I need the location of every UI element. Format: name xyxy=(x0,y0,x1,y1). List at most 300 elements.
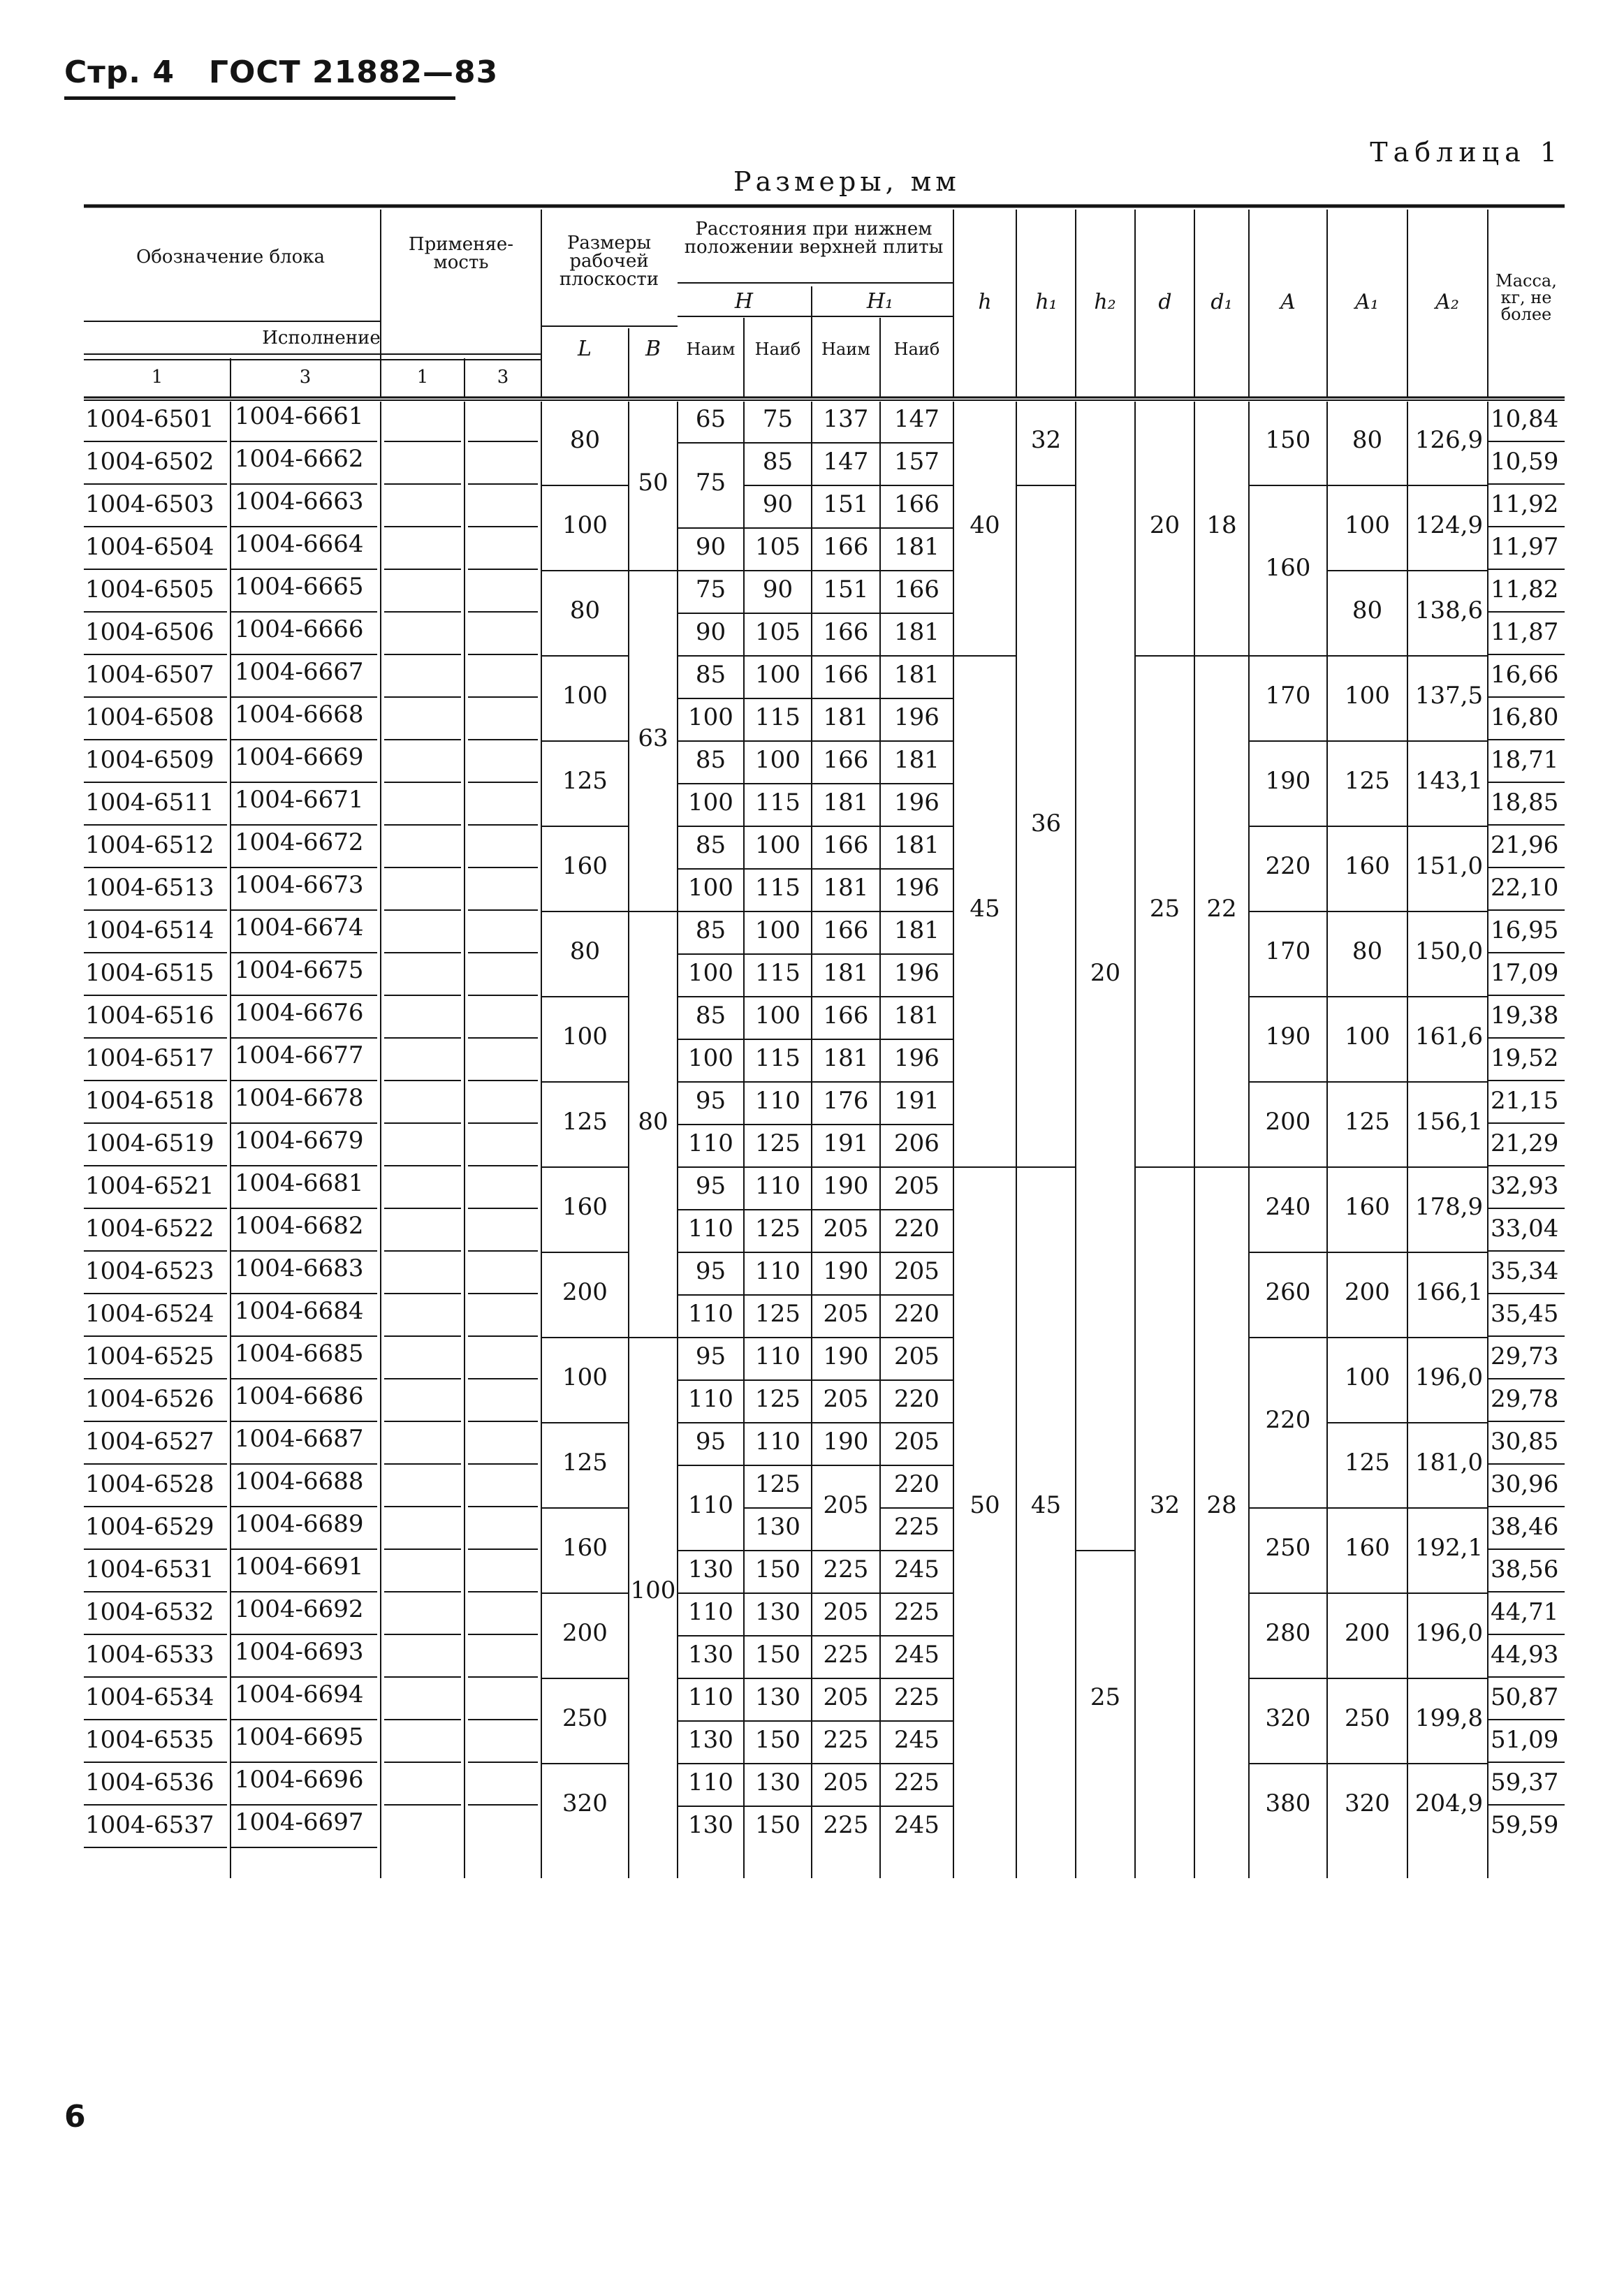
table-cell-mass: 21,15 xyxy=(1491,1086,1559,1115)
table-row-designation-3: 1004-6677 xyxy=(235,1041,364,1069)
table-merged-l: 160 xyxy=(562,1193,608,1221)
table-row-designation-3: 1004-6683 xyxy=(235,1254,364,1282)
table-cell-h1-min: 225 xyxy=(823,1640,869,1669)
table-merged-a: 380 xyxy=(1265,1789,1311,1817)
table-cell-h1-max: 205 xyxy=(894,1427,939,1456)
header-max: Наиб xyxy=(893,339,940,359)
table-row-designation-1: 1004-6523 xyxy=(85,1257,214,1285)
table-merged-b: 50 xyxy=(638,469,668,497)
table-cell-h-max: 115 xyxy=(755,788,800,817)
table-row-designation-1: 1004-6511 xyxy=(85,788,214,817)
table-cell-mass: 33,04 xyxy=(1491,1214,1559,1243)
table-cell-mass: 50,87 xyxy=(1491,1683,1559,1711)
table-cell-h-min: 130 xyxy=(688,1725,733,1754)
table-cell-mass: 44,93 xyxy=(1491,1640,1559,1669)
table-row-designation-1: 1004-6519 xyxy=(85,1129,214,1157)
table-cell-h1-max: 191 xyxy=(894,1086,939,1115)
table-cell-mass: 16,66 xyxy=(1491,660,1559,689)
table-merged-a: 220 xyxy=(1265,852,1311,880)
table-cell-h1-min: 225 xyxy=(823,1555,869,1583)
table-cell-h1-min: 166 xyxy=(823,1001,869,1030)
table-merged-hmin: 110 xyxy=(688,1491,733,1519)
table-cell-h-max: 150 xyxy=(755,1640,800,1669)
table-cell-h-min: 130 xyxy=(688,1810,733,1839)
table-row-designation-1: 1004-6521 xyxy=(85,1171,214,1200)
table-merged-a: 250 xyxy=(1265,1534,1311,1562)
table-cell-mass: 18,71 xyxy=(1491,745,1559,774)
table-cell-h1-min: 181 xyxy=(823,958,869,987)
table-merged-h: 40 xyxy=(970,511,1000,539)
table-cell-h-max: 125 xyxy=(755,1299,800,1328)
table-merged-a2: 156,1 xyxy=(1414,1108,1484,1136)
table-merged-a1: 100 xyxy=(1345,682,1390,710)
table-cell-h-max: 100 xyxy=(755,1001,800,1030)
table-cell-h1-max: 196 xyxy=(894,873,939,902)
table-cell-h1-min: 176 xyxy=(823,1086,869,1115)
header-h: h xyxy=(978,290,992,314)
table-merged-l: 125 xyxy=(562,1108,608,1136)
table-cell-h-min: 95 xyxy=(695,1257,726,1285)
table-cell-h-min: 95 xyxy=(695,1342,726,1370)
table-merged-a2: 204,9 xyxy=(1414,1789,1484,1817)
table-cell-h1-max: 225 xyxy=(894,1597,939,1626)
table-row-designation-1: 1004-6505 xyxy=(85,575,214,603)
table-cell-mass: 10,84 xyxy=(1491,404,1559,433)
table-cell-h-max: 130 xyxy=(755,1512,800,1541)
table-merged-a2: 143,1 xyxy=(1414,767,1484,795)
table-row-designation-3: 1004-6688 xyxy=(235,1467,364,1495)
table-cell-h1-max: 196 xyxy=(894,958,939,987)
header-A: A xyxy=(1280,290,1296,314)
table-cell-h1-max: 205 xyxy=(894,1342,939,1370)
table-merged-l: 125 xyxy=(562,767,608,795)
table-cell-h1-max: 181 xyxy=(894,1001,939,1030)
table-merged-a1: 125 xyxy=(1345,767,1390,795)
table-merged-a1: 80 xyxy=(1352,937,1383,965)
table-cell-h-max: 150 xyxy=(755,1555,800,1583)
table-cell-h1-max: 181 xyxy=(894,617,939,646)
table-row-designation-1: 1004-6527 xyxy=(85,1427,214,1456)
table-cell-h1-max: 225 xyxy=(894,1683,939,1711)
header-applicability: Применяе- мость xyxy=(408,234,514,273)
table-row-designation-1: 1004-6506 xyxy=(85,617,214,646)
table-merged-h2: 25 xyxy=(1090,1683,1121,1711)
table-merged-h1: 45 xyxy=(1030,1491,1062,1519)
table-row-designation-1: 1004-6508 xyxy=(85,703,214,731)
table-row-designation-3: 1004-6696 xyxy=(235,1765,364,1794)
header-mass: Масса, кг, не более xyxy=(1495,271,1557,324)
table-cell-mass: 11,82 xyxy=(1491,575,1559,603)
table-cell-h-max: 130 xyxy=(755,1768,800,1796)
table-cell-mass: 38,56 xyxy=(1491,1555,1559,1583)
table-cell-h1-max: 205 xyxy=(894,1257,939,1285)
table-merged-a1: 160 xyxy=(1345,1534,1390,1562)
table-row-designation-3: 1004-6695 xyxy=(235,1722,364,1751)
table-cell-h1-min: 166 xyxy=(823,830,869,859)
table-cell-h-min: 100 xyxy=(688,873,733,902)
table-cell-mass: 18,85 xyxy=(1491,788,1559,817)
table-cell-mass: 11,97 xyxy=(1491,532,1559,561)
table-merged-h1: 36 xyxy=(1030,810,1062,837)
table-cell-mass: 30,85 xyxy=(1491,1427,1559,1456)
table-cell-h-max: 90 xyxy=(762,575,793,603)
table-row-designation-3: 1004-6672 xyxy=(235,828,364,856)
table-merged-a: 160 xyxy=(1265,554,1311,582)
header-h2: h₂ xyxy=(1094,290,1116,314)
page-number: 6 xyxy=(64,2099,86,2134)
table-cell-h-max: 115 xyxy=(755,1044,800,1072)
table-merged-a: 240 xyxy=(1265,1193,1311,1221)
table-row-designation-1: 1004-6533 xyxy=(85,1640,214,1669)
header-d: d xyxy=(1158,290,1172,314)
table-row-designation-3: 1004-6692 xyxy=(235,1595,364,1623)
table-row-designation-3: 1004-6676 xyxy=(235,998,364,1027)
table-cell-mass: 38,46 xyxy=(1491,1512,1559,1541)
table-merged-a2: 196,0 xyxy=(1414,1619,1484,1647)
table-cell-h-min: 130 xyxy=(688,1640,733,1669)
table-merged-l: 80 xyxy=(569,426,601,454)
table-cell-h1-max: 181 xyxy=(894,660,939,689)
table-row-designation-1: 1004-6537 xyxy=(85,1810,214,1839)
table-cell-h-max: 115 xyxy=(755,873,800,902)
table-row-designation-3: 1004-6694 xyxy=(235,1680,364,1708)
table-merged-a: 320 xyxy=(1265,1704,1311,1732)
table-cell-h1-min: 166 xyxy=(823,745,869,774)
header-work-plane: Размеры рабочей плоскости xyxy=(559,233,659,290)
table-cell-h-min: 75 xyxy=(695,575,726,603)
table-cell-h-max: 130 xyxy=(755,1683,800,1711)
header-h1: h₁ xyxy=(1035,290,1058,314)
table-row-designation-3: 1004-6674 xyxy=(235,913,364,942)
table-cell-h-min: 110 xyxy=(688,1214,733,1243)
header-max: Наиб xyxy=(754,339,801,359)
table-cell-h1-min: 137 xyxy=(823,404,869,433)
table-merged-hmin: 75 xyxy=(695,469,726,497)
page-header xyxy=(64,54,498,90)
header-H: H xyxy=(734,289,754,314)
table-cell-h-min: 85 xyxy=(695,830,726,859)
table-merged-l: 100 xyxy=(562,1023,608,1050)
table-cell-h1-max: 220 xyxy=(894,1384,939,1413)
table-merged-a: 170 xyxy=(1265,682,1311,710)
table-cell-h1-max: 205 xyxy=(894,1171,939,1200)
table-cell-mass: 32,93 xyxy=(1491,1171,1559,1200)
table-cell-mass: 35,34 xyxy=(1491,1257,1559,1285)
table-merged-a1: 100 xyxy=(1345,511,1390,539)
table-cell-mass: 16,95 xyxy=(1491,916,1559,944)
table-row-designation-1: 1004-6535 xyxy=(85,1725,214,1754)
table-cell-h-max: 125 xyxy=(755,1214,800,1243)
table-row-designation-1: 1004-6501 xyxy=(85,404,214,433)
table-cell-h1-max: 181 xyxy=(894,532,939,561)
table-merged-a1: 160 xyxy=(1345,1193,1390,1221)
table-cell-h1-min: 205 xyxy=(823,1683,869,1711)
table-cell-h1-min: 190 xyxy=(823,1257,869,1285)
table-cell-h-max: 125 xyxy=(755,1384,800,1413)
table-cell-h-min: 110 xyxy=(688,1597,733,1626)
table-row-designation-3: 1004-6685 xyxy=(235,1339,364,1368)
table-row-designation-1: 1004-6532 xyxy=(85,1597,214,1626)
table-cell-h1-max: 220 xyxy=(894,1299,939,1328)
table-merged-h: 45 xyxy=(970,895,1000,923)
table-row-designation-1: 1004-6528 xyxy=(85,1470,214,1498)
table-cell-h-min: 100 xyxy=(688,958,733,987)
table-row-designation-1: 1004-6531 xyxy=(85,1555,214,1583)
table-merged-h: 50 xyxy=(970,1491,1000,1519)
table-cell-h1-max: 225 xyxy=(894,1512,939,1541)
table-merged-d: 20 xyxy=(1149,511,1180,539)
table-cell-h1-min: 191 xyxy=(823,1129,869,1157)
table-cell-h1-min: 166 xyxy=(823,916,869,944)
table-cell-mass: 21,96 xyxy=(1491,830,1559,859)
table-merged-l: 160 xyxy=(562,1534,608,1562)
table-row-designation-3: 1004-6669 xyxy=(235,742,364,771)
table-cell-h1-min: 181 xyxy=(823,788,869,817)
table-cell-h-min: 110 xyxy=(688,1384,733,1413)
table-cell-h-max: 125 xyxy=(755,1129,800,1157)
table-cell-mass: 22,10 xyxy=(1491,873,1559,902)
table-cell-mass: 19,38 xyxy=(1491,1001,1559,1030)
table-cell-mass: 59,37 xyxy=(1491,1768,1559,1796)
table-cell-h-max: 105 xyxy=(755,532,800,561)
table-row-designation-3: 1004-6673 xyxy=(235,870,364,899)
table-cell-h-max: 75 xyxy=(762,404,793,433)
table-cell-mass: 21,29 xyxy=(1491,1129,1559,1157)
table-cell-h1-max: 245 xyxy=(894,1640,939,1669)
table-cell-h-min: 85 xyxy=(695,916,726,944)
table-row-designation-3: 1004-6663 xyxy=(235,487,364,515)
table-cell-h1-min: 205 xyxy=(823,1768,869,1796)
table-row-designation-3: 1004-6666 xyxy=(235,615,364,643)
table-merged-l: 320 xyxy=(562,1789,608,1817)
table-row-designation-1: 1004-6522 xyxy=(85,1214,214,1243)
table-cell-h-max: 100 xyxy=(755,745,800,774)
table-merged-h2: 20 xyxy=(1090,958,1121,987)
table-cell-h-min: 90 xyxy=(695,617,726,646)
dimensions-table xyxy=(84,206,1565,2078)
table-cell-h-max: 150 xyxy=(755,1725,800,1754)
table-merged-a: 260 xyxy=(1265,1278,1311,1306)
table-merged-a2: 178,9 xyxy=(1414,1193,1484,1221)
table-cell-h-max: 110 xyxy=(755,1342,800,1370)
table-row-designation-1: 1004-6513 xyxy=(85,873,214,902)
table-row-designation-1: 1004-6509 xyxy=(85,745,214,774)
table-merged-d1: 28 xyxy=(1206,1491,1237,1519)
table-cell-h-max: 125 xyxy=(755,1470,800,1498)
table-merged-a: 170 xyxy=(1265,937,1311,965)
table-row-designation-3: 1004-6667 xyxy=(235,657,364,686)
header-applicability-1: 1 xyxy=(416,367,429,388)
table-row-designation-1: 1004-6536 xyxy=(85,1768,214,1796)
table-row-designation-1: 1004-6516 xyxy=(85,1001,214,1030)
table-merged-a: 200 xyxy=(1265,1108,1311,1136)
table-row-designation-3: 1004-6662 xyxy=(235,444,364,473)
table-cell-h1-min: 225 xyxy=(823,1725,869,1754)
table-merged-h1min: 205 xyxy=(823,1491,869,1519)
table-cell-h-min: 95 xyxy=(695,1427,726,1456)
table-cell-h1-min: 205 xyxy=(823,1384,869,1413)
table-cell-h1-max: 166 xyxy=(894,575,939,603)
header-min: Наим xyxy=(686,339,736,359)
table-cell-mass: 44,71 xyxy=(1491,1597,1559,1626)
table-row-designation-1: 1004-6514 xyxy=(85,916,214,944)
table-cell-h-max: 105 xyxy=(755,617,800,646)
table-cell-h-max: 115 xyxy=(755,703,800,731)
table-cell-h-max: 110 xyxy=(755,1257,800,1285)
table-cell-h-min: 110 xyxy=(688,1299,733,1328)
table-row-designation-3: 1004-6678 xyxy=(235,1083,364,1112)
table-row-designation-3: 1004-6682 xyxy=(235,1211,364,1240)
table-cell-h1-max: 181 xyxy=(894,745,939,774)
table-merged-a1: 250 xyxy=(1345,1704,1390,1732)
table-cell-h1-min: 205 xyxy=(823,1299,869,1328)
table-cell-h-max: 130 xyxy=(755,1597,800,1626)
table-merged-a: 190 xyxy=(1265,767,1311,795)
table-cell-h1-max: 245 xyxy=(894,1725,939,1754)
table-cell-mass: 11,92 xyxy=(1491,490,1559,518)
table-merged-a1: 80 xyxy=(1352,596,1383,624)
table-cell-h1-max: 181 xyxy=(894,916,939,944)
table-row-designation-1: 1004-6518 xyxy=(85,1086,214,1115)
table-cell-h-min: 85 xyxy=(695,660,726,689)
table-cell-h-min: 130 xyxy=(688,1555,733,1583)
table-merged-l: 100 xyxy=(562,1363,608,1391)
table-cell-h1-max: 220 xyxy=(894,1214,939,1243)
table-cell-h-max: 100 xyxy=(755,830,800,859)
table-cell-mass: 51,09 xyxy=(1491,1725,1559,1754)
table-merged-d: 32 xyxy=(1149,1491,1180,1519)
table-cell-h1-min: 166 xyxy=(823,532,869,561)
table-merged-l: 250 xyxy=(562,1704,608,1732)
table-merged-l: 200 xyxy=(562,1278,608,1306)
header-B: B xyxy=(645,337,661,361)
table-merged-a2: 192,1 xyxy=(1414,1534,1484,1562)
table-cell-h-max: 150 xyxy=(755,1810,800,1839)
table-row-designation-1: 1004-6524 xyxy=(85,1299,214,1328)
table-cell-mass: 16,80 xyxy=(1491,703,1559,731)
table-cell-h-min: 65 xyxy=(695,404,726,433)
table-cell-h1-min: 181 xyxy=(823,1044,869,1072)
table-merged-a1: 80 xyxy=(1352,426,1383,454)
table-cell-h-min: 100 xyxy=(688,1044,733,1072)
table-merged-d: 25 xyxy=(1149,895,1180,923)
table-cell-h1-max: 225 xyxy=(894,1768,939,1796)
table-merged-a2: 124,9 xyxy=(1414,511,1484,539)
table-merged-a1: 200 xyxy=(1345,1619,1390,1647)
table-cell-mass: 29,78 xyxy=(1491,1384,1559,1413)
table-cell-h-min: 110 xyxy=(688,1683,733,1711)
table-row-designation-3: 1004-6675 xyxy=(235,955,364,984)
table-row-designation-3: 1004-6665 xyxy=(235,572,364,601)
table-merged-l: 100 xyxy=(562,682,608,710)
table-row-designation-1: 1004-6502 xyxy=(85,447,214,476)
table-cell-mass: 30,96 xyxy=(1491,1470,1559,1498)
table-cell-mass: 11,87 xyxy=(1491,617,1559,646)
table-merged-a: 220 xyxy=(1265,1406,1311,1434)
table-row-designation-3: 1004-6693 xyxy=(235,1637,364,1666)
table-merged-a1: 125 xyxy=(1345,1449,1390,1477)
table-merged-b: 100 xyxy=(630,1576,676,1604)
table-row-designation-1: 1004-6526 xyxy=(85,1384,214,1413)
table-cell-h1-min: 205 xyxy=(823,1214,869,1243)
table-merged-a: 190 xyxy=(1265,1023,1311,1050)
table-merged-b: 80 xyxy=(638,1108,668,1136)
table-cell-h1-max: 166 xyxy=(894,490,939,518)
table-cell-h1-max: 220 xyxy=(894,1470,939,1498)
table-cell-h-max: 85 xyxy=(762,447,793,476)
table-merged-b: 63 xyxy=(638,724,668,752)
header-applicability-3: 3 xyxy=(497,367,509,388)
table-merged-h1: 32 xyxy=(1030,426,1062,454)
table-merged-a2: 150,0 xyxy=(1414,937,1484,965)
table-merged-a2: 161,6 xyxy=(1414,1023,1484,1050)
table-cell-mass: 10,59 xyxy=(1491,447,1559,476)
table-cell-h-max: 90 xyxy=(762,490,793,518)
table-cell-h-max: 100 xyxy=(755,916,800,944)
table-cell-h-min: 95 xyxy=(695,1086,726,1115)
table-merged-a2: 151,0 xyxy=(1414,852,1484,880)
table-cell-h1-min: 147 xyxy=(823,447,869,476)
table-merged-a1: 100 xyxy=(1345,1023,1390,1050)
header-H1: H₁ xyxy=(866,289,894,314)
table-row-designation-3: 1004-6671 xyxy=(235,785,364,814)
table-cell-h-min: 85 xyxy=(695,1001,726,1030)
table-cell-h-max: 110 xyxy=(755,1427,800,1456)
table-merged-a2: 196,0 xyxy=(1414,1363,1484,1391)
header-d1: d₁ xyxy=(1210,290,1233,314)
table-cell-mass: 17,09 xyxy=(1491,958,1559,987)
table-row-designation-3: 1004-6681 xyxy=(235,1169,364,1197)
table-row-designation-3: 1004-6684 xyxy=(235,1296,364,1325)
table-cell-mass: 29,73 xyxy=(1491,1342,1559,1370)
table-cell-h1-max: 245 xyxy=(894,1810,939,1839)
dimensions-caption: Размеры, мм xyxy=(733,166,960,197)
table-cell-h-min: 110 xyxy=(688,1768,733,1796)
table-merged-a1: 100 xyxy=(1345,1363,1390,1391)
header-execution-1: 1 xyxy=(151,367,163,388)
header-underline xyxy=(64,96,455,100)
table-cell-h1-min: 181 xyxy=(823,703,869,731)
table-merged-a1: 200 xyxy=(1345,1278,1390,1306)
table-row-designation-1: 1004-6515 xyxy=(85,958,214,987)
table-merged-l: 160 xyxy=(562,852,608,880)
table-cell-h1-max: 196 xyxy=(894,1044,939,1072)
table-row-designation-3: 1004-6697 xyxy=(235,1808,364,1836)
table-cell-h1-min: 151 xyxy=(823,490,869,518)
table-row-designation-3: 1004-6689 xyxy=(235,1509,364,1538)
table-merged-a2: 126,9 xyxy=(1414,426,1484,454)
table-merged-d1: 18 xyxy=(1206,511,1237,539)
table-row-designation-3: 1004-6687 xyxy=(235,1424,364,1453)
table-cell-mass: 59,59 xyxy=(1491,1810,1559,1839)
table-row-designation-3: 1004-6686 xyxy=(235,1382,364,1410)
table-cell-h1-min: 225 xyxy=(823,1810,869,1839)
table-cell-h-max: 115 xyxy=(755,958,800,987)
table-cell-h1-min: 151 xyxy=(823,575,869,603)
table-merged-l: 125 xyxy=(562,1449,608,1477)
table-merged-a1: 320 xyxy=(1345,1789,1390,1817)
standard-number: ГОСТ 21882—83 xyxy=(208,54,499,90)
table-cell-h1-min: 205 xyxy=(823,1597,869,1626)
table-row-designation-1: 1004-6525 xyxy=(85,1342,214,1370)
table-merged-a: 150 xyxy=(1265,426,1311,454)
header-designation: Обозначение блока xyxy=(136,247,325,268)
table-row-designation-1: 1004-6517 xyxy=(85,1044,214,1072)
table-label: Таблица 1 xyxy=(1370,137,1563,168)
table-merged-l: 100 xyxy=(562,511,608,539)
header-distance: Расстояния при нижнем положении верхней плиты xyxy=(684,219,944,258)
table-merged-a2: 137,5 xyxy=(1414,682,1484,710)
